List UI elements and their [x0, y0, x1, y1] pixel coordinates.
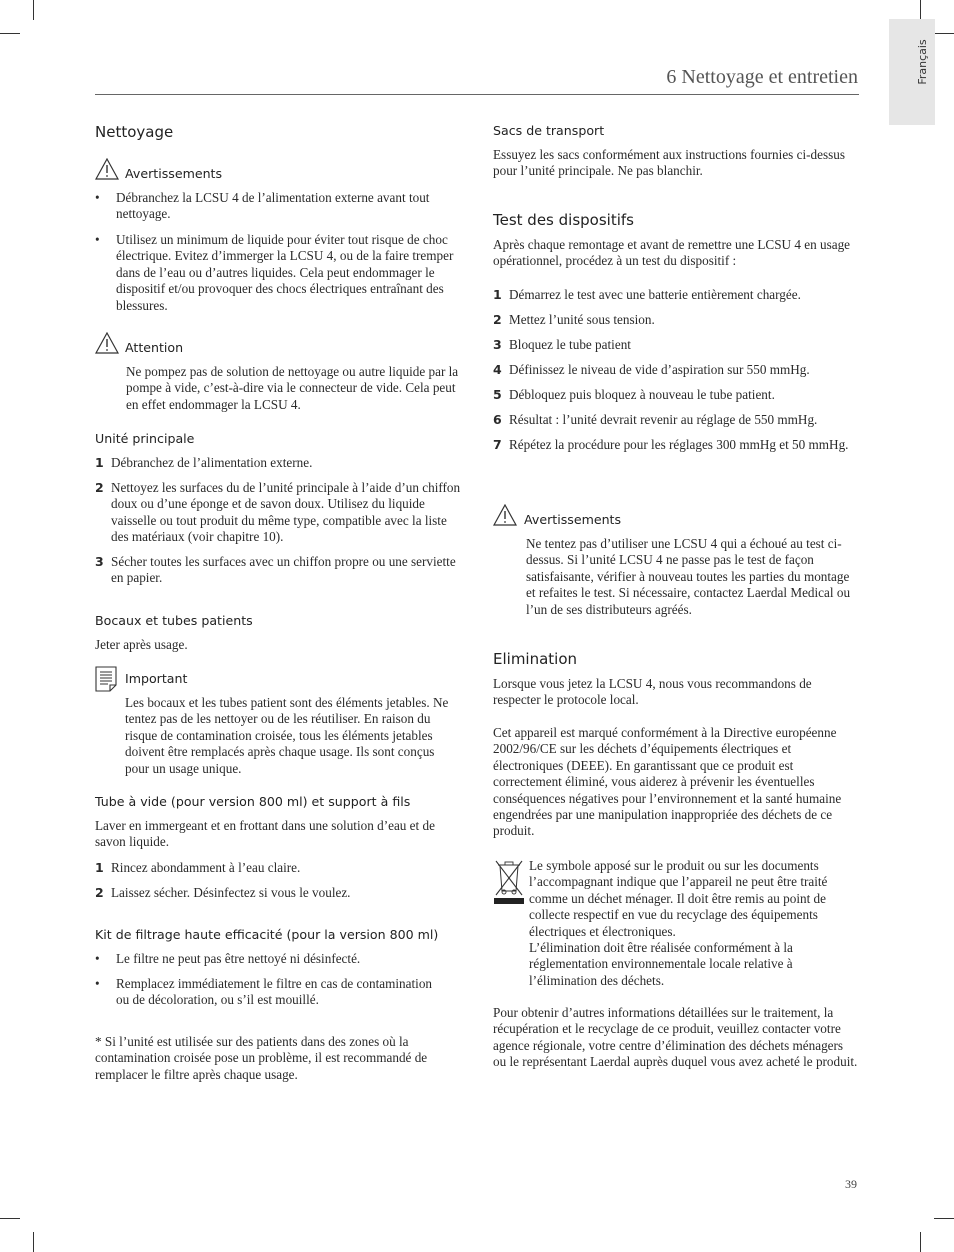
caution-icon — [95, 332, 119, 354]
elimination-paragraph: Lorsque vous jetez la LCSU 4, nous vous recommandons de respecter le protocole local. — [493, 676, 812, 708]
language-tab — [889, 19, 935, 125]
step-text: Débranchez de l’alimentation externe. — [111, 455, 313, 470]
step-item: 3 Bloquez le tube patient — [493, 337, 861, 353]
warning-icon — [493, 504, 517, 526]
step-item: 1 Démarrez le test avec une batterie entièrement chargée. — [493, 287, 861, 303]
step-item: 2 Laissez sécher. Désinfectez si vous le voulez. — [95, 885, 463, 901]
tube-text: Laver en immergeant et en frottant dans une solution d’eau et de savon liquide. — [95, 818, 435, 850]
bullet-item: • Utilisez un minimum de liquide pour éviter tout risque de choc électrique. Evitez d’immerger la LCSU 4, ou de la faire tremper dans de l’eau ou d’autres liquides. Cela peut endommager le dispositif et/ou provoquer des chocs électriques entraînant des blessures. — [95, 232, 463, 314]
step-text: Nettoyez les surfaces du de l’unité principale à l’aide d’un chiffon doux ou d’une éponge et de savon doux. Utilisez du liquide vaisselle ou tout produit du même type, compatible avec la liste des matériaux (voir chapitre 10). — [111, 480, 461, 545]
warning-text: Ne tentez pas d’utiliser une LCSU 4 qui a échoué au test ci-dessus. Si l’unité LCSU 4 ne passe pas le test de façon satisfaisante, vérifier à nouveau toutes les parties du montage et refaites le test. Si nécessaire, contactez Laerdal Medical ou l’un de ses distributeurs agréés. — [526, 536, 851, 617]
step-text: Sécher toutes les surfaces avec un chiffon propre ou une serviette en papier. — [111, 554, 456, 586]
bullet-item: • Débranchez la LCSU 4 de l’alimentation externe avant tout nettoyage. — [95, 190, 463, 223]
section-heading-nettoyage: Nettoyage — [95, 123, 174, 141]
elimination-paragraph: Cet appareil est marqué conformément à la Directive européenne 2002/96/CE sur les déchets d’équipements électriques et électroniques (DEEE). En garantissant que ce produit est correctement éliminé, vous aiderez à prévenir les éventuelles conséquences négatives pour l’environnement et la santé humaine engendrées par une manipulation inappropriée des déchets de ce produit. — [493, 725, 842, 839]
important-label: Important — [125, 671, 188, 686]
subheading-kit: Kit de filtrage haute efficacité (pour la version 800 ml) — [95, 927, 439, 942]
attention-text: Ne pompez pas de solution de nettoyage ou autre liquide par la pompe à vide, c’est-à-dire via le connecteur de vide. Cela peut en effet endommager la LCSU 4. — [126, 364, 459, 412]
subheading-bocaux: Bocaux et tubes patients — [95, 613, 253, 628]
step-text: Laissez sécher. Désinfectez si vous le voulez. — [111, 885, 351, 900]
subheading-tube: Tube à vide (pour version 800 ml) et support à fils — [95, 794, 411, 809]
bullet-text: Débranchez la LCSU 4 de l’alimentation externe avant tout nettoyage. — [116, 190, 430, 222]
step-item: 3 Sécher toutes les surfaces avec un chiffon propre ou une serviette en papier. — [95, 554, 463, 587]
warning-label: Avertissements — [524, 512, 622, 527]
crop-mark — [33, 0, 34, 20]
sacs-text: Essuyez les sacs conformément aux instructions fournies ci-dessus pour l’unité principale. Ne pas blanchir. — [493, 147, 845, 179]
crop-mark — [0, 33, 20, 34]
warning-icon — [95, 158, 119, 180]
bullet-text: Utilisez un minimum de liquide pour éviter tout risque de choc électrique. Evitez d’immerger la LCSU 4, ou de la faire tremper dans de l’eau ou d’autres liquides. Cela peut endommager le dispositif et/ou provoquer des chocs électriques entraînant des blessures. — [116, 232, 454, 313]
step-item: 4 Définissez le niveau de vide d’aspiration sur 550 mmHg. — [493, 362, 861, 378]
weee-text: Le symbole apposé sur le produit ou sur les documents l’accompagnant indique que l’appareil ne peut être traité comme un déchet ménager. Il doit être remis au point de collecte respectif en vue du recyclage des équipements électriques et électroniques. — [529, 858, 828, 939]
step-item: 2 Nettoyez les surfaces du de l’unité principale à l’aide d’un chiffon doux ou d’une éponge et de savon doux. Utilisez du liquide vaisselle ou tout produit du même type, compatible avec la liste des matériaux (voir chapitre 10). — [95, 480, 463, 546]
step-item: 6 Résultat : l’unité devrait revenir au réglage de 550 mmHg. — [493, 412, 861, 428]
crop-mark — [920, 1232, 921, 1252]
step-text: Mettez l’unité sous tension. — [509, 312, 655, 327]
crop-mark — [0, 1218, 20, 1219]
step-text: Débloquez puis bloquez à nouveau le tube patient. — [509, 387, 775, 402]
page-number: 39 — [845, 1177, 857, 1191]
elimination-paragraph: Pour obtenir d’autres informations détaillées sur le traitement, la récupération et le recyclage de ce produit, veuillez contacter votre agence régionale, votre centre d’élimination des déchets ménagers ou le représentant Laerdal auprès duquel vous avez acheté le produit. — [493, 1005, 858, 1070]
step-text: Répétez la procédure pour les réglages 300 mmHg et 50 mmHg. — [509, 437, 849, 452]
note-icon — [95, 666, 117, 692]
chapter-title: 6 Nettoyage et entretien — [666, 66, 858, 88]
weee-text: L’élimination doit être réalisée conformément à la réglementation environnementale locale relative à l’élimination des déchets. — [529, 940, 793, 988]
step-item: 1 Rincez abondamment à l’eau claire. — [95, 860, 463, 876]
important-text: Les bocaux et les tubes patient sont des éléments jetables. Ne tentez pas de les nettoyer ou de les réutiliser. En raison du risque de contamination croisée, tous les éléments jetables doivent être remplacés après chaque usage. Ils sont conçus pour un usage unique. — [125, 695, 449, 776]
test-intro: Après chaque remontage et avant de remettre une LCSU 4 en usage opérationnel, procédez à un test du dispositif : — [493, 237, 851, 269]
step-item: 2 Mettez l’unité sous tension. — [493, 312, 861, 328]
footnote: * Si l’unité est utilisée sur des patients dans des zones où la contamination croisée pose un problème, il est recommandé de remplacer le filtre après chaque usage. — [95, 1034, 428, 1082]
crop-mark — [934, 1218, 954, 1219]
step-text: Démarrez le test avec une batterie entièrement chargée. — [509, 287, 801, 302]
warning-label: Avertissements — [125, 166, 223, 181]
crop-mark — [33, 1232, 34, 1252]
bullet-item: • Remplacez immédiatement le filtre en cas de contamination ou de décoloration, ou s’il est mouillé. — [95, 976, 445, 1009]
subheading-sacs: Sacs de transport — [493, 123, 605, 138]
weee-bin-icon — [493, 857, 525, 907]
step-text: Rincez abondamment à l’eau claire. — [111, 860, 301, 875]
bullet-item: • Le filtre ne peut pas être nettoyé ni désinfecté. — [95, 951, 463, 967]
step-text: Définissez le niveau de vide d’aspiration sur 550 mmHg. — [509, 362, 810, 377]
attention-label: Attention — [125, 340, 184, 355]
step-text: Résultat : l’unité devrait revenir au réglage de 550 mmHg. — [509, 412, 818, 427]
step-item: 1 Débranchez de l’alimentation externe. — [95, 455, 463, 471]
step-text: Bloquez le tube patient — [509, 337, 631, 352]
bocaux-text: Jeter après usage. — [95, 637, 188, 652]
language-label: Français — [915, 39, 929, 85]
bullet-text: Le filtre ne peut pas être nettoyé ni désinfecté. — [116, 951, 361, 966]
subheading-unite: Unité principale — [95, 431, 195, 446]
step-item: 5 Débloquez puis bloquez à nouveau le tube patient. — [493, 387, 861, 403]
section-heading-test: Test des dispositifs — [493, 211, 634, 229]
step-item: 7 Répétez la procédure pour les réglages 300 mmHg et 50 mmHg. — [493, 437, 853, 453]
bullet-text: Remplacez immédiatement le filtre en cas de contamination ou de décoloration, ou s’il est mouillé. — [116, 976, 433, 1008]
header-rule — [95, 94, 859, 95]
section-heading-elimination: Elimination — [493, 650, 578, 668]
